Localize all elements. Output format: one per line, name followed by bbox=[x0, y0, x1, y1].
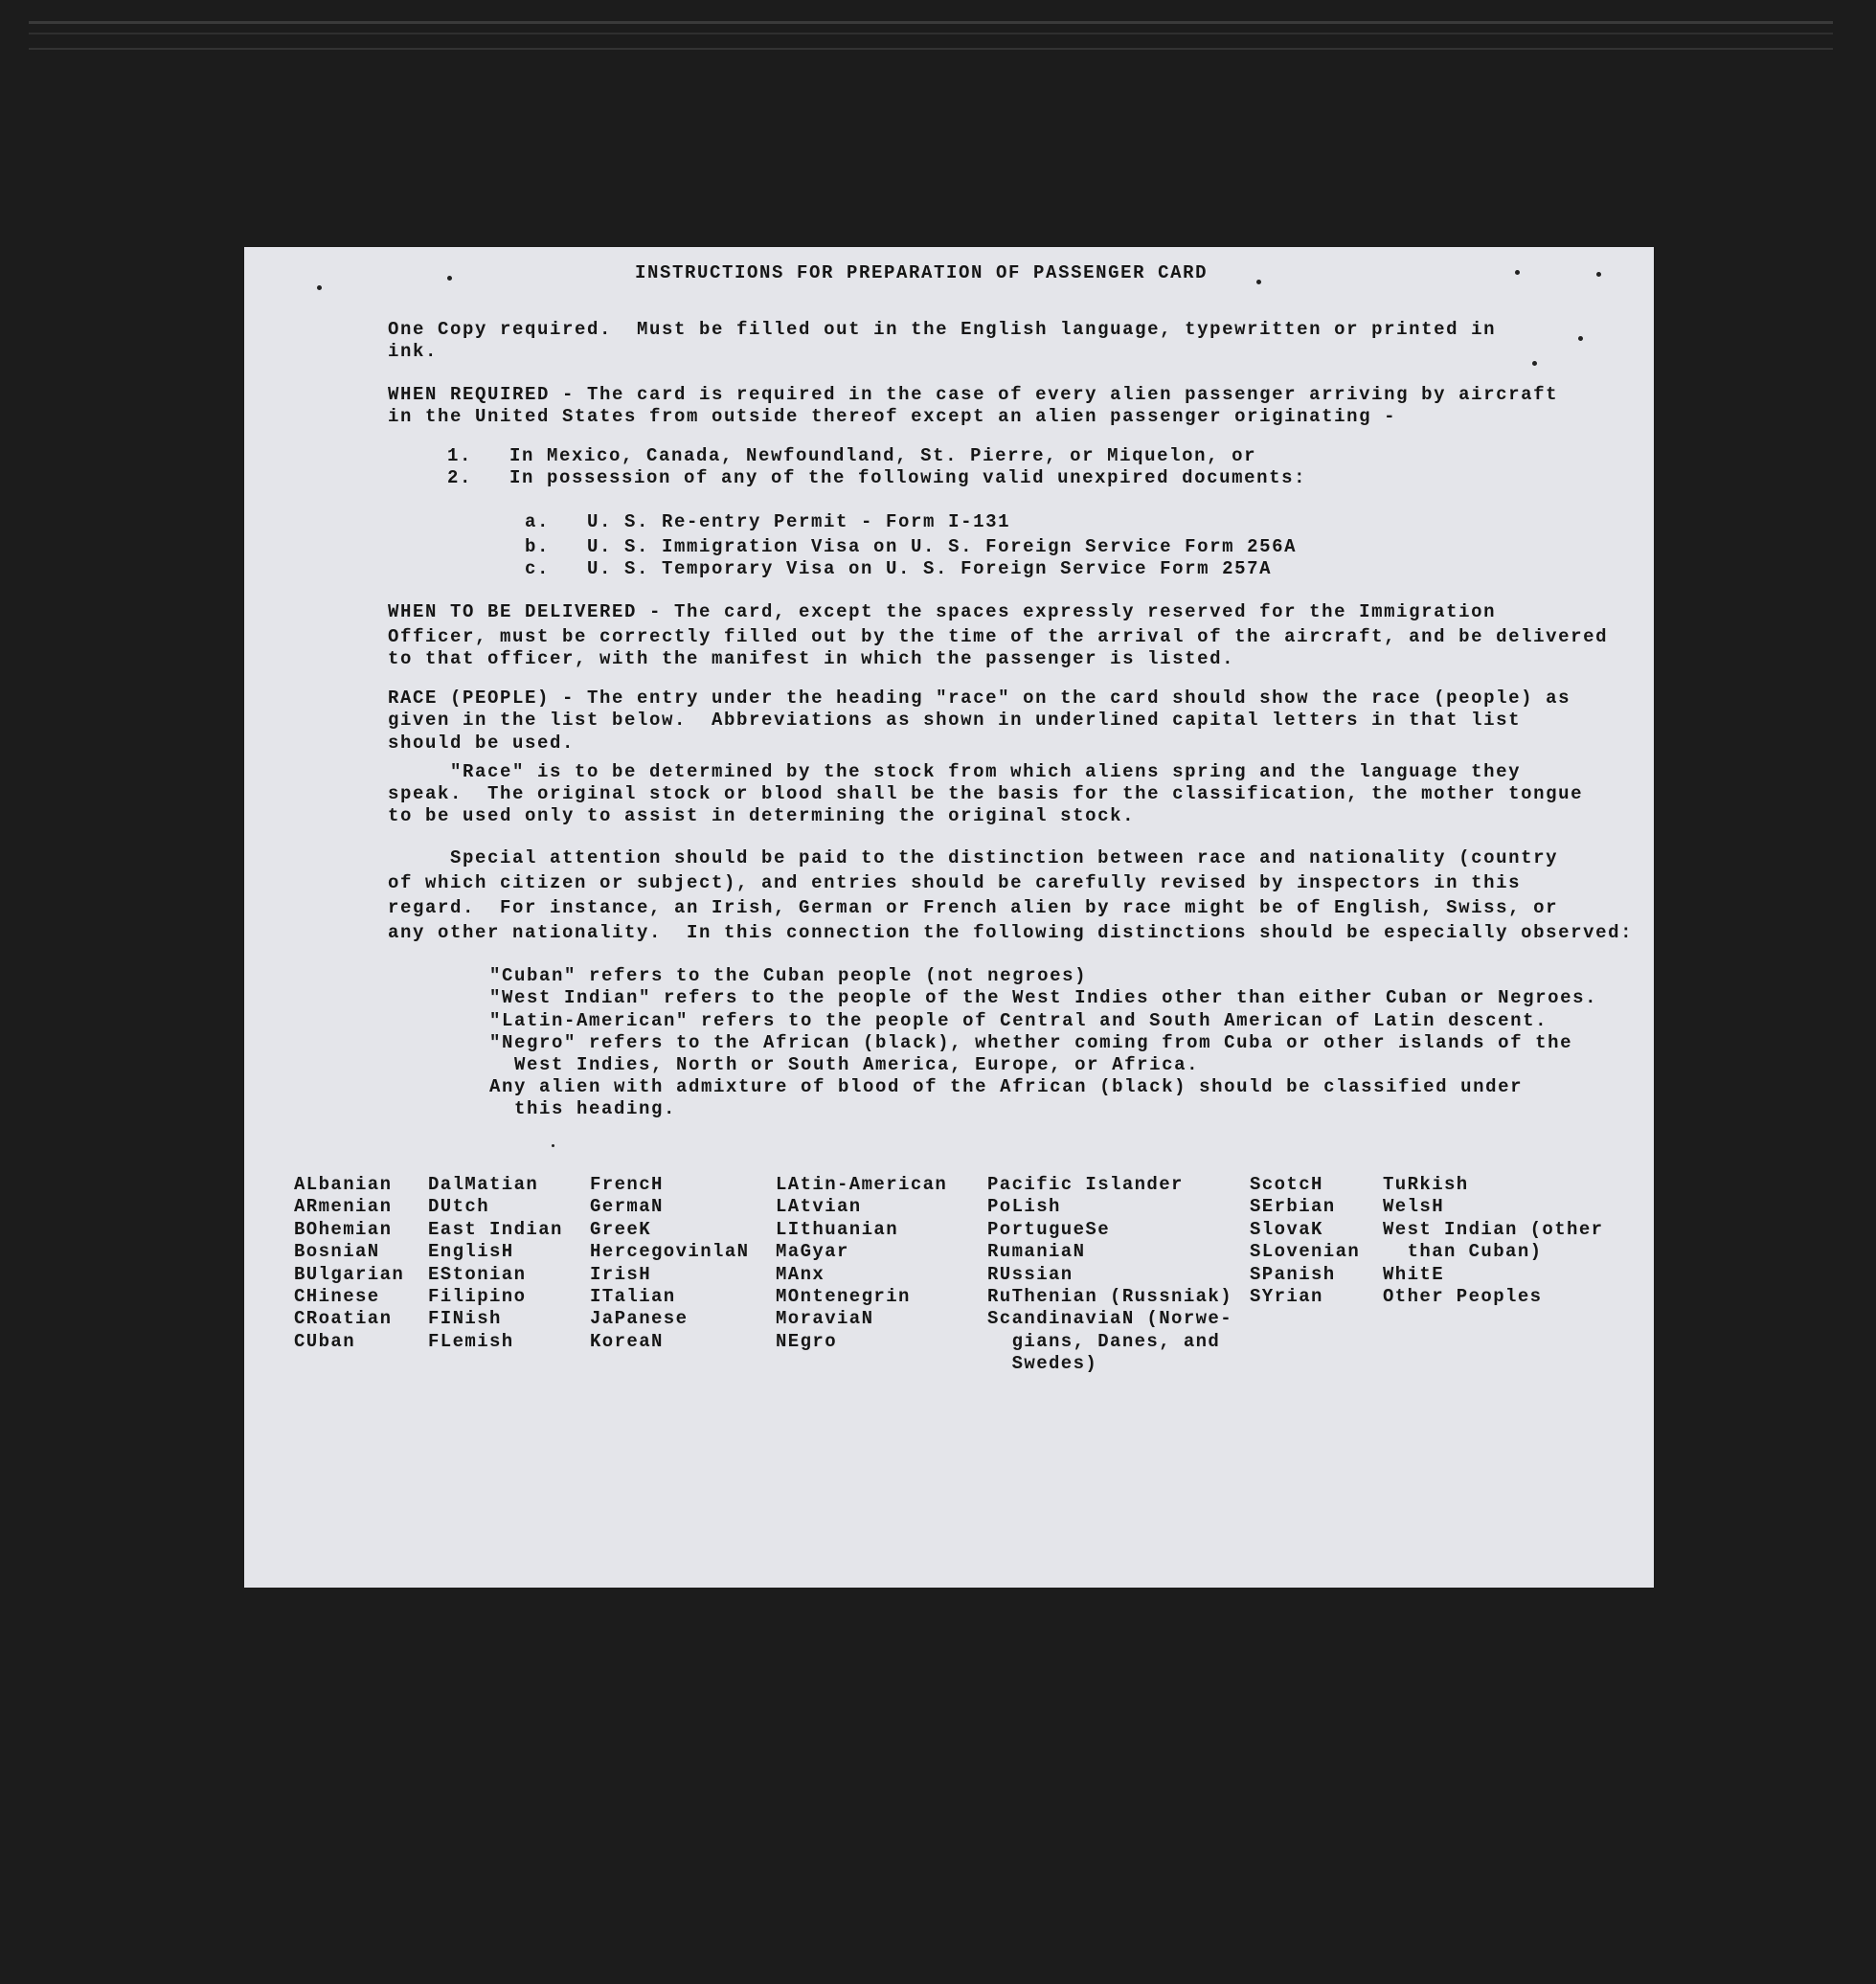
race-item: PoLish bbox=[987, 1196, 1061, 1218]
numbered-item: 1. In Mexico, Canada, Newfoundland, St. Pierre, or Miquelon, or bbox=[447, 445, 1257, 466]
document-item: a. U. S. Re-entry Permit - Form I-131 bbox=[525, 511, 1011, 532]
race-item: SlovaK bbox=[1250, 1218, 1323, 1240]
speck bbox=[1256, 280, 1261, 284]
distinction-line: "Latin-American" refers to the people of Central and South American of Latin descent. bbox=[489, 1010, 1548, 1031]
race-list-column bbox=[1383, 1174, 1603, 1308]
speck bbox=[447, 276, 452, 281]
race-definition-line: "Race" is to be determined by the stock from which aliens spring and the language they bbox=[388, 761, 1522, 782]
race-item: GermaN bbox=[590, 1196, 664, 1218]
distinction-line: this heading. bbox=[489, 1098, 677, 1119]
when-delivered-line: to that officer, with the manifest in which the passenger is listed. bbox=[388, 648, 1235, 669]
race-item: MOntenegrin bbox=[776, 1286, 911, 1308]
speck bbox=[1578, 336, 1583, 341]
race-definition-line: to be used only to assist in determining the original stock. bbox=[388, 805, 1136, 826]
document-page bbox=[244, 247, 1654, 1588]
race-item: Filipino bbox=[428, 1286, 527, 1308]
race-item: Swedes) bbox=[987, 1353, 1098, 1375]
speck bbox=[1515, 270, 1520, 275]
race-intro-line: RACE (PEOPLE) - The entry under the heading "race" on the card should show the race (people) as bbox=[388, 688, 1571, 709]
race-item: ARmenian bbox=[294, 1196, 393, 1218]
race-item: SYrian bbox=[1250, 1286, 1323, 1308]
race-intro-line: given in the list below. Abbreviations as shown in underlined capital letters in that list bbox=[388, 710, 1522, 731]
special-attention-line: Special attention should be paid to the distinction between race and nationality (country bbox=[388, 847, 1559, 868]
distinction-line: Any alien with admixture of blood of the African (black) should be classified under bbox=[489, 1076, 1524, 1097]
document-item: c. U. S. Temporary Visa on U. S. Foreign Service Form 257A bbox=[525, 558, 1273, 579]
race-item: MoraviaN bbox=[776, 1308, 874, 1330]
race-item: SPanish bbox=[1250, 1263, 1336, 1285]
film-edge-line bbox=[29, 33, 1833, 34]
race-item: MaGyar bbox=[776, 1241, 849, 1263]
race-item: West Indian (other bbox=[1383, 1218, 1604, 1240]
race-item: LIthuanian bbox=[776, 1218, 899, 1240]
film-edge-top bbox=[29, 21, 1833, 24]
race-item: WelsH bbox=[1383, 1196, 1445, 1218]
special-attention-line: regard. For instance, an Irish, German or French alien by race might be of English, Swiss, or bbox=[388, 897, 1559, 918]
distinction-line: "Cuban" refers to the Cuban people (not negroes) bbox=[489, 965, 1088, 986]
race-list-column bbox=[294, 1174, 404, 1353]
speck bbox=[552, 1144, 554, 1147]
race-item: FrencH bbox=[590, 1174, 664, 1195]
race-item: DalMatian bbox=[428, 1174, 539, 1195]
race-item: Other Peoples bbox=[1383, 1286, 1543, 1308]
race-item: FLemish bbox=[428, 1330, 514, 1352]
race-item: SErbian bbox=[1250, 1196, 1336, 1218]
special-attention-line: of which citizen or subject), and entries should be carefully revised by inspectors in this bbox=[388, 872, 1522, 893]
race-list-column bbox=[987, 1174, 1232, 1376]
race-item: ScandinaviaN (Norwe- bbox=[987, 1308, 1233, 1330]
race-item: WhitE bbox=[1383, 1263, 1445, 1285]
race-item: RumaniaN bbox=[987, 1241, 1086, 1263]
race-item: GreeK bbox=[590, 1218, 652, 1240]
page-title: INSTRUCTIONS FOR PREPARATION OF PASSENGER CARD bbox=[635, 262, 1209, 283]
intro-line: One Copy required. Must be filled out in the English language, typewritten or printed in bbox=[388, 319, 1497, 340]
race-list-column bbox=[1250, 1174, 1360, 1308]
when-required-line: WHEN REQUIRED - The card is required in the case of every alien passenger arriving by aircraft bbox=[388, 384, 1559, 405]
special-attention-line: any other nationality. In this connection the following distinctions should be especially observed: bbox=[388, 922, 1634, 943]
race-item: CUban bbox=[294, 1330, 356, 1352]
race-list-column bbox=[590, 1174, 749, 1353]
race-item: ScotcH bbox=[1250, 1174, 1323, 1195]
race-item: LAtin-American bbox=[776, 1174, 948, 1195]
race-item: BUlgarian bbox=[294, 1263, 405, 1285]
race-item: RuThenian (Russniak) bbox=[987, 1286, 1233, 1308]
race-item: PortugueSe bbox=[987, 1218, 1111, 1240]
race-item: MAnx bbox=[776, 1263, 825, 1285]
distinction-line: "West Indian" refers to the people of the West Indies other than either Cuban or Negroes. bbox=[489, 987, 1598, 1008]
race-item: FINish bbox=[428, 1308, 502, 1330]
race-item: KoreaN bbox=[590, 1330, 664, 1352]
race-item: Pacific Islander bbox=[987, 1174, 1184, 1195]
race-item: IrisH bbox=[590, 1263, 652, 1285]
race-item: EnglisH bbox=[428, 1241, 514, 1263]
distinction-line: "Negro" refers to the African (black), whether coming from Cuba or other islands of the bbox=[489, 1032, 1573, 1053]
race-item: EStonian bbox=[428, 1263, 527, 1285]
race-definition-line: speak. The original stock or blood shall be the basis for the classification, the mother tongue bbox=[388, 783, 1584, 804]
intro-line: ink. bbox=[388, 341, 439, 362]
numbered-item: 2. In possession of any of the following valid unexpired documents: bbox=[447, 467, 1307, 488]
speck bbox=[1596, 272, 1601, 277]
race-item: than Cuban) bbox=[1383, 1241, 1543, 1263]
race-item: DUtch bbox=[428, 1196, 490, 1218]
race-item: BosniaN bbox=[294, 1241, 380, 1263]
race-item: SLovenian bbox=[1250, 1241, 1361, 1263]
race-intro-line: should be used. bbox=[388, 733, 576, 754]
when-delivered-line: Officer, must be correctly filled out by the time of the arrival of the aircraft, and be delivered bbox=[388, 626, 1609, 647]
race-item: East Indian bbox=[428, 1218, 563, 1240]
race-item: JaPanese bbox=[590, 1308, 689, 1330]
when-required-line: in the United States from outside thereof except an alien passenger originating - bbox=[388, 406, 1397, 427]
speck bbox=[1532, 361, 1537, 366]
race-item: ALbanian bbox=[294, 1174, 393, 1195]
race-item: ITalian bbox=[590, 1286, 676, 1308]
race-item: LAtvian bbox=[776, 1196, 862, 1218]
distinction-line: West Indies, North or South America, Europe, or Africa. bbox=[489, 1054, 1200, 1075]
race-item: gians, Danes, and bbox=[987, 1330, 1221, 1352]
race-list-column bbox=[776, 1174, 947, 1353]
race-item: TuRkish bbox=[1383, 1174, 1469, 1195]
race-item: CRoatian bbox=[294, 1308, 393, 1330]
document-item: b. U. S. Immigration Visa on U. S. Foreign Service Form 256A bbox=[525, 536, 1298, 557]
race-item: CHinese bbox=[294, 1286, 380, 1308]
film-edge-line bbox=[29, 48, 1833, 50]
race-item: BOhemian bbox=[294, 1218, 393, 1240]
race-item: HercegovinlaN bbox=[590, 1241, 750, 1263]
race-item: RUssian bbox=[987, 1263, 1074, 1285]
race-list-column bbox=[428, 1174, 563, 1353]
when-delivered-line: WHEN TO BE DELIVERED - The card, except the spaces expressly reserved for the Immigration bbox=[388, 601, 1497, 622]
race-item: NEgro bbox=[776, 1330, 838, 1352]
speck bbox=[317, 285, 322, 290]
